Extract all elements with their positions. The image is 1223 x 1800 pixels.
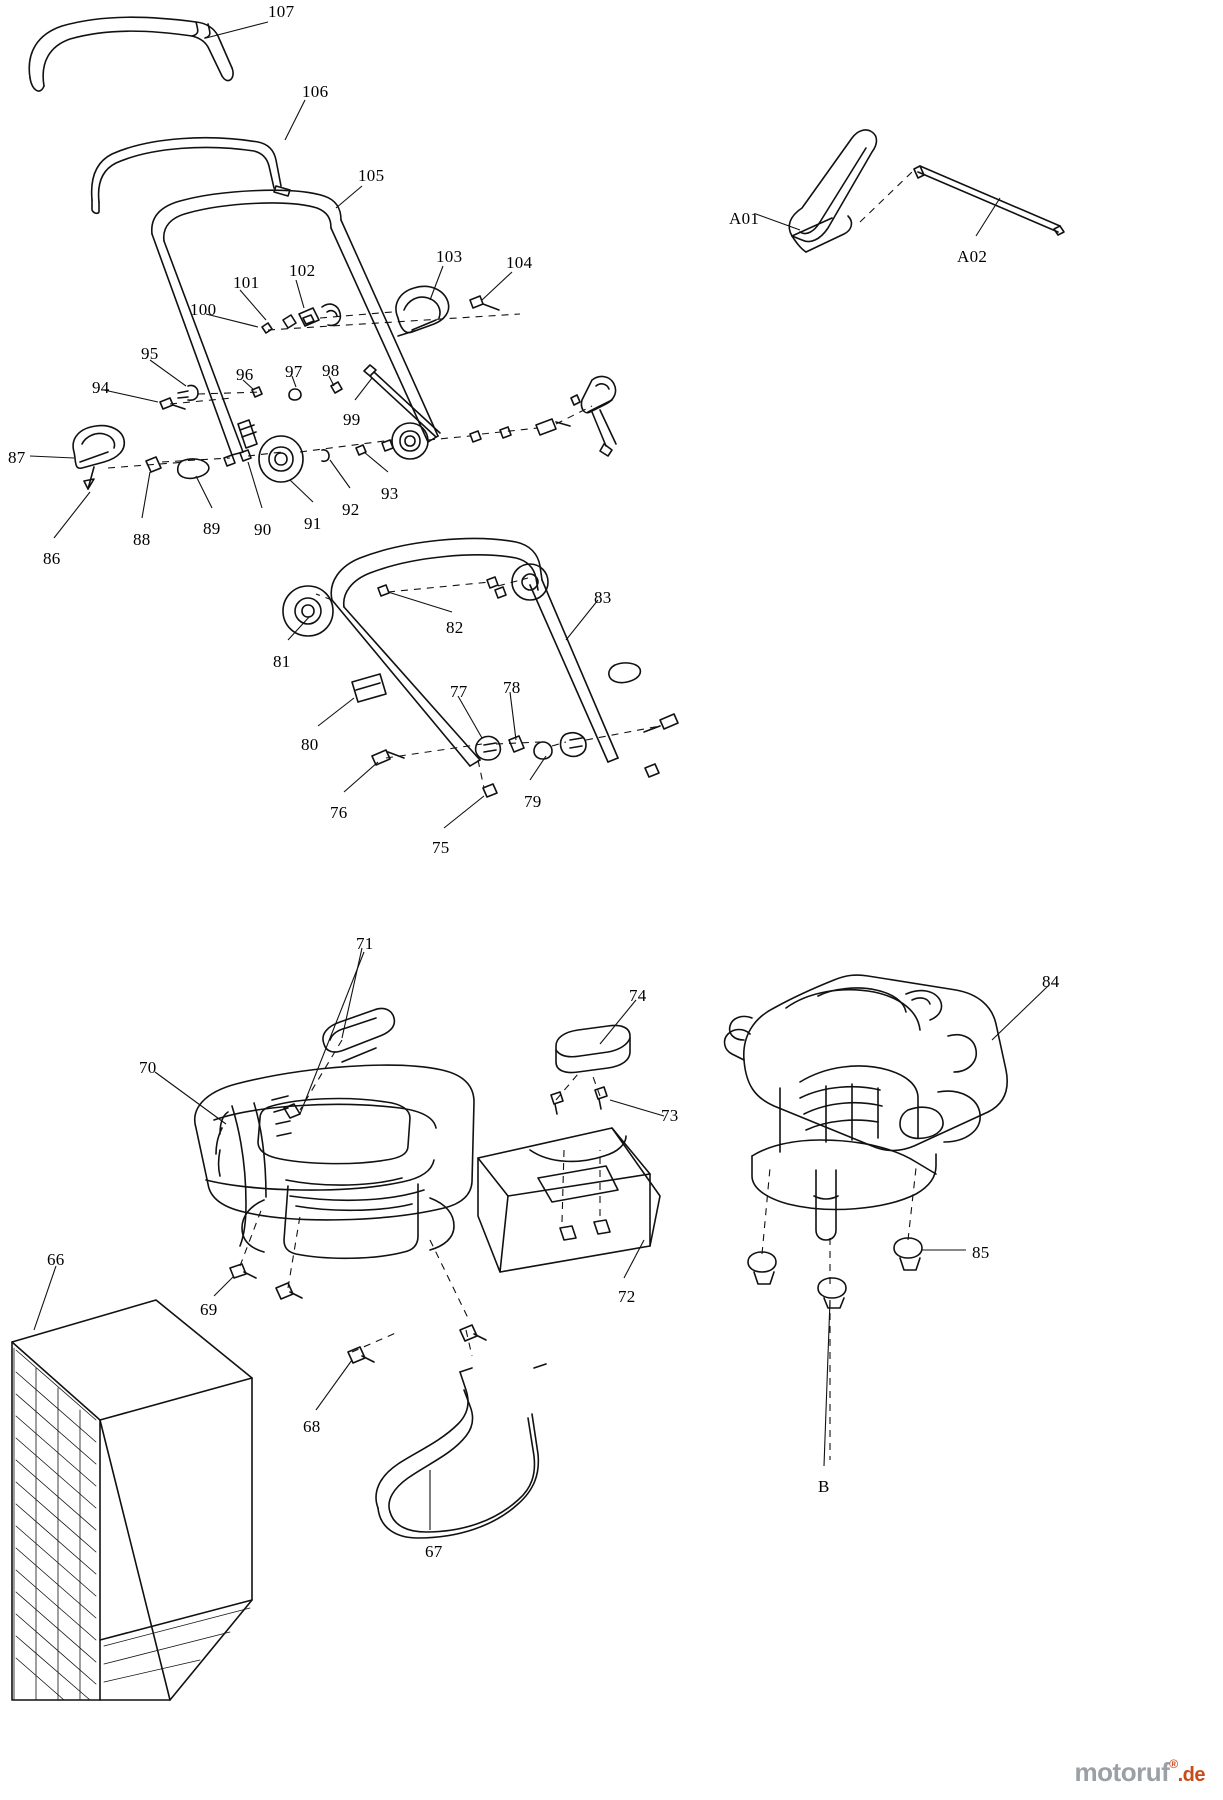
callout-97: 97 bbox=[285, 362, 303, 381]
callout-A01: A01 bbox=[729, 209, 760, 228]
callout-68: 68 bbox=[303, 1417, 321, 1436]
hardware-81-82 bbox=[283, 564, 548, 636]
callout-83: 83 bbox=[594, 588, 612, 607]
callout-79: 79 bbox=[524, 792, 542, 811]
hardware-91-93 bbox=[259, 423, 428, 482]
part-107-handle-bar bbox=[29, 17, 233, 91]
callout-104: 104 bbox=[506, 253, 533, 272]
callout-73: 73 bbox=[661, 1106, 679, 1125]
part-A01-wrench bbox=[789, 130, 876, 252]
part-103-lever bbox=[396, 286, 449, 336]
part-66-grass-bag bbox=[12, 1300, 252, 1700]
callout-72: 72 bbox=[618, 1287, 636, 1306]
callout-75: 75 bbox=[432, 838, 450, 857]
callout-103: 103 bbox=[436, 247, 463, 266]
part-87-grip bbox=[73, 426, 124, 489]
callout-84: 84 bbox=[1042, 972, 1060, 991]
watermark-name: motoruf bbox=[1074, 1757, 1170, 1787]
callout-106: 106 bbox=[302, 82, 329, 101]
callout-100: 100 bbox=[190, 300, 217, 319]
callout-70: 70 bbox=[139, 1058, 157, 1077]
part-A02-rod bbox=[914, 166, 1064, 235]
callout-89: 89 bbox=[203, 519, 221, 538]
callout-74: 74 bbox=[629, 986, 647, 1005]
callout-81: 81 bbox=[273, 652, 291, 671]
callout-98: 98 bbox=[322, 361, 340, 380]
callout-93: 93 bbox=[381, 484, 399, 503]
callout-91: 91 bbox=[304, 514, 322, 533]
watermark-tld: .de bbox=[1177, 1764, 1205, 1786]
callout-99: 99 bbox=[343, 410, 361, 429]
part-67-frame-bar bbox=[376, 1364, 546, 1538]
callout-71: 71 bbox=[356, 934, 374, 953]
callout-90: 90 bbox=[254, 520, 272, 539]
callout-96: 96 bbox=[236, 365, 254, 384]
callout-95: 95 bbox=[141, 344, 159, 363]
callout-66: 66 bbox=[47, 1250, 65, 1269]
part-72-cover bbox=[478, 1128, 660, 1272]
hardware-85-B bbox=[748, 1238, 922, 1308]
hardware-68-69 bbox=[230, 1264, 486, 1363]
part-83-lower-handle bbox=[331, 539, 618, 766]
hardware-94-98 bbox=[160, 382, 342, 409]
callout-67: 67 bbox=[425, 1542, 443, 1561]
callout-101: 101 bbox=[233, 273, 260, 292]
part-99-rod bbox=[364, 365, 440, 437]
callout-102: 102 bbox=[289, 261, 316, 280]
callout-82: 82 bbox=[446, 618, 464, 637]
hardware-100-102 bbox=[262, 304, 340, 333]
part-74-pad bbox=[556, 1025, 630, 1072]
callout-76: 76 bbox=[330, 803, 348, 822]
linkage-right bbox=[470, 377, 616, 456]
callout-85: 85 bbox=[972, 1243, 990, 1262]
callout-86: 86 bbox=[43, 549, 61, 568]
callout-77: 77 bbox=[450, 682, 468, 701]
callout-78: 78 bbox=[503, 678, 521, 697]
callout-69: 69 bbox=[200, 1300, 218, 1319]
callout-107: 107 bbox=[268, 2, 295, 21]
callout-88: 88 bbox=[133, 530, 151, 549]
callout-A02: A02 bbox=[957, 247, 988, 266]
part-70-deck bbox=[195, 1065, 474, 1258]
callout-105: 105 bbox=[358, 166, 385, 185]
callout-94: 94 bbox=[92, 378, 110, 397]
watermark: motoruf®.de bbox=[1074, 1757, 1205, 1787]
callout-92: 92 bbox=[342, 500, 360, 519]
callout-B: B bbox=[818, 1477, 830, 1496]
part-106-cable bbox=[92, 138, 290, 214]
callout-80: 80 bbox=[301, 735, 319, 754]
callout-87: 87 bbox=[8, 448, 26, 467]
